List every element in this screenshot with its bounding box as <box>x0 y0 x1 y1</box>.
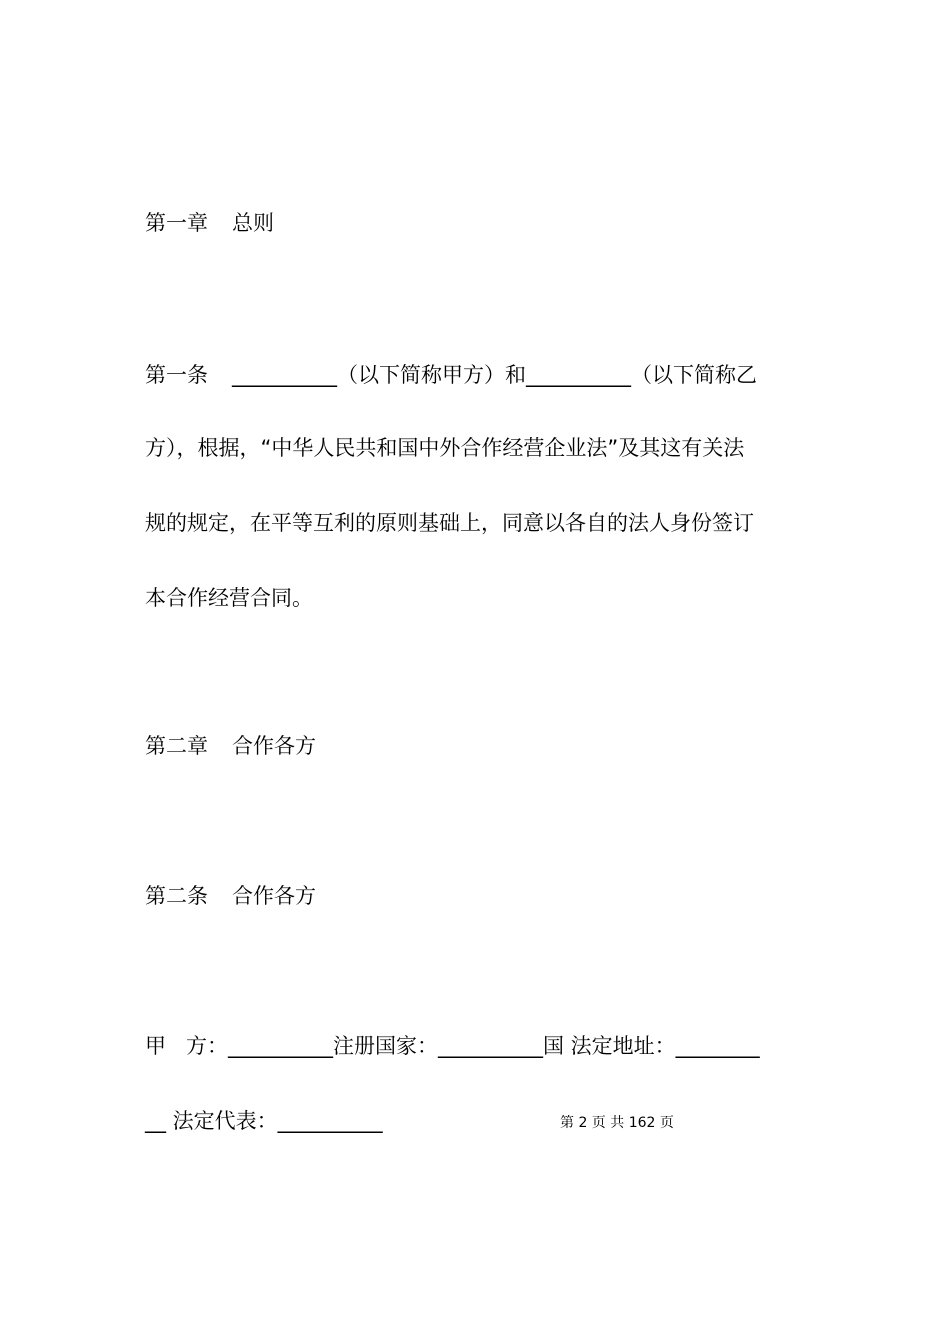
chapter-title: 总则 <box>232 211 274 235</box>
article-label: 第一条 <box>145 363 208 387</box>
article-1-line-2: 方），根据，“中华人民共和国中外合作经营企业法”及其这有关法 <box>145 436 745 460</box>
page-number-footer: 第 2 页 共 162 页 <box>560 1115 674 1131</box>
chapter-heading-1 <box>145 208 825 238</box>
party-a-label: 甲 <box>145 1034 166 1058</box>
article-text: __________（以下简称甲方）和__________（以下简称乙 <box>232 363 757 387</box>
party-a-line-2: __ 法定代表：__________ <box>145 1109 383 1133</box>
chapter-label: 第一章 <box>145 211 208 235</box>
article-1-line-3: 规的规定，在平等互利的原则基础上，同意以各自的法人身份签订 <box>145 511 754 535</box>
chapter-heading-2 <box>145 731 825 761</box>
article-1-line-1 <box>145 360 825 390</box>
chapter-label: 第二章 <box>145 734 208 758</box>
article-label: 第二条 <box>145 884 208 908</box>
article-title: 合作各方 <box>232 884 316 908</box>
party-a-line-1 <box>145 1031 825 1061</box>
article-2-heading <box>145 881 825 911</box>
article-1-line-4: 本合作经营合同。 <box>145 586 313 610</box>
party-a-fields: 方：__________注册国家：__________国 法定地址：________ <box>186 1034 760 1058</box>
chapter-title: 合作各方 <box>232 734 316 758</box>
